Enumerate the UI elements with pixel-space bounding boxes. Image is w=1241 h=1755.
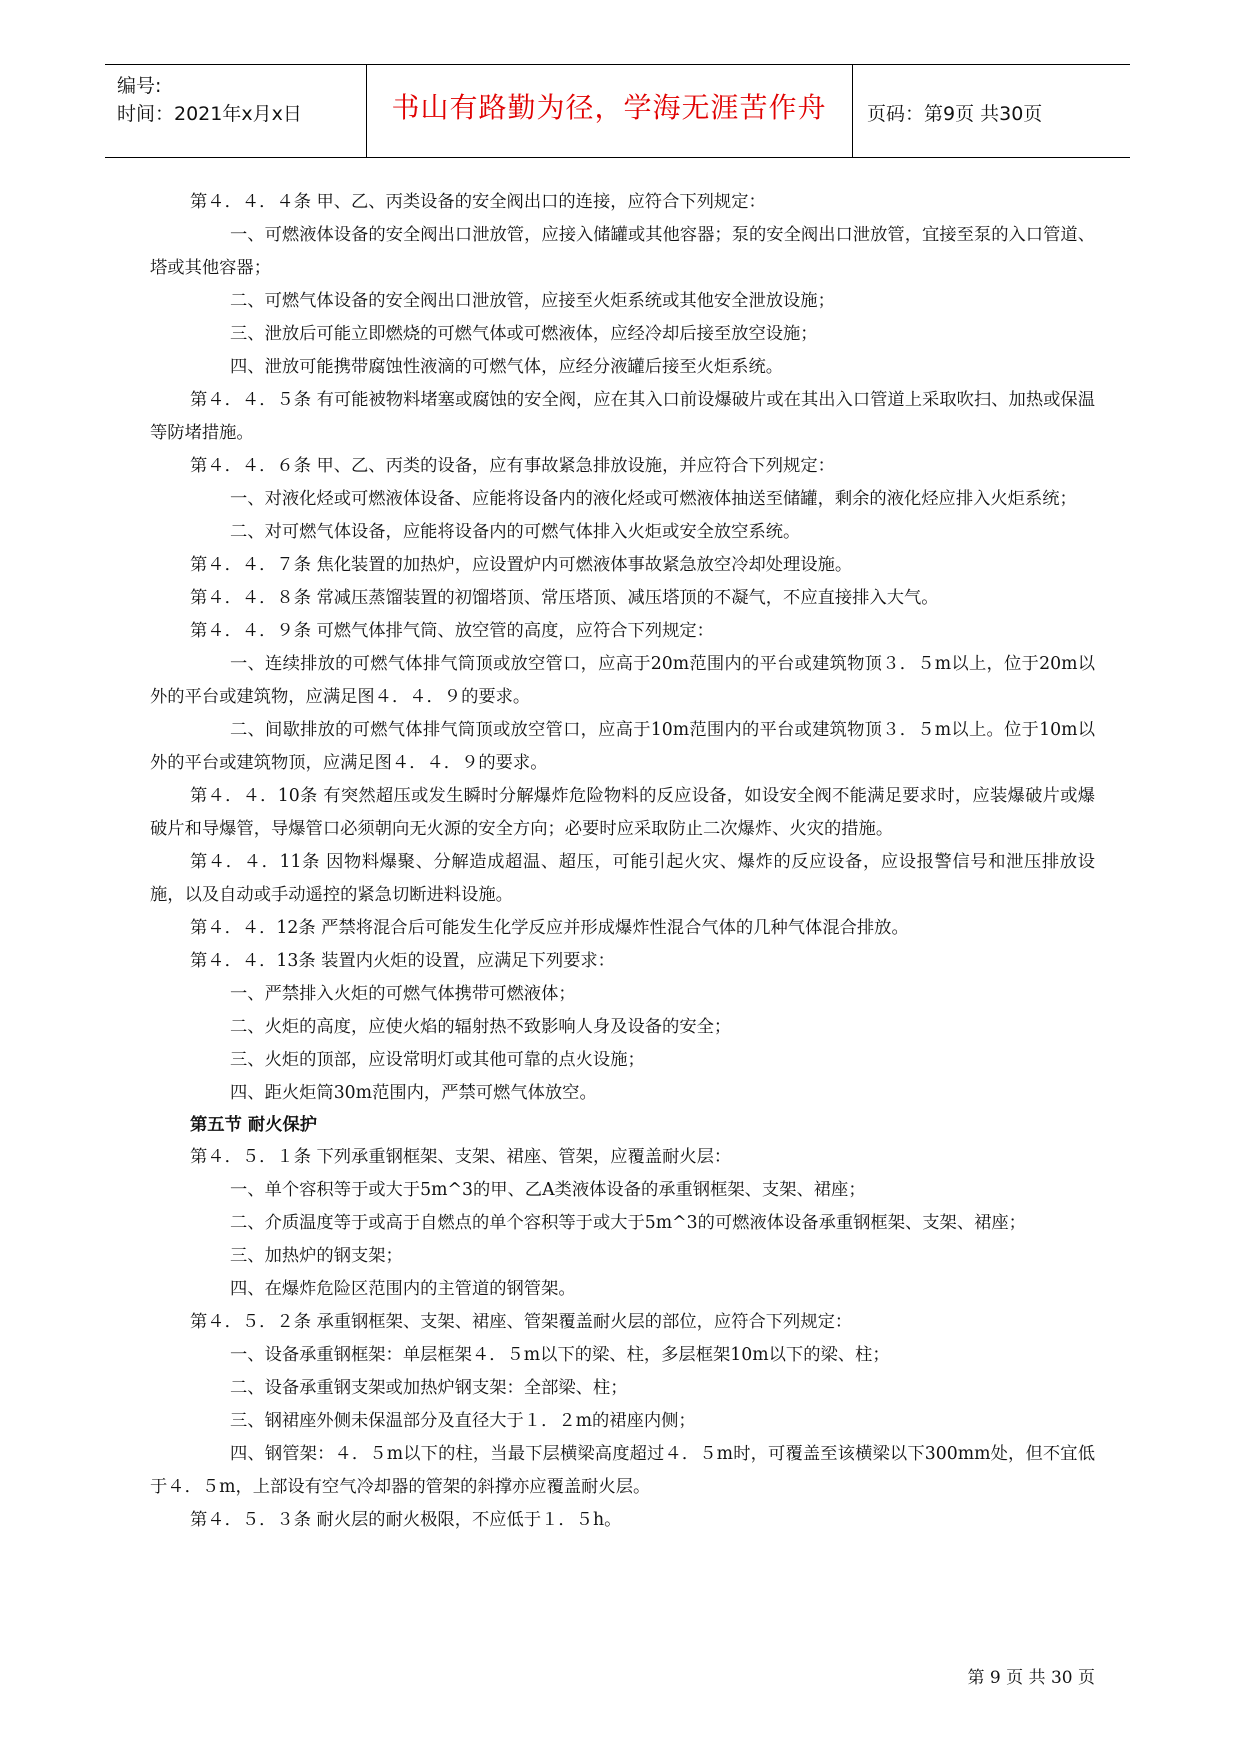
header-motto: 书山有路勤为径，学海无涯苦作舟: [391, 91, 827, 124]
article-paragraph: 第４．４．13条 装置内火炬的设置，应满足下列要求：: [190, 951, 615, 971]
page-footer: 第 9 页 共 30 页: [967, 1668, 1095, 1688]
clause-paragraph: 二、介质温度等于或高于自燃点的单个容积等于或大于5m^3的可燃液体设备承重钢框架、支架、裙座；: [230, 1213, 1026, 1233]
article-paragraph: 第４．４．８条 常减压蒸馏装置的初馏塔顶、常压塔顶、减压塔顶的不凝气，不应直接排入大气。: [190, 588, 939, 608]
clause-paragraph: 二、火炬的高度，应使火焰的辐射热不致影响人身及设备的安全；: [230, 1017, 732, 1037]
header-divider-right: [852, 64, 853, 158]
clause-paragraph: 四、在爆炸危险区范围内的主管道的钢管架。: [230, 1279, 576, 1299]
clause-paragraph: 四、距火炬筒30m范围内，严禁可燃气体放空。: [230, 1083, 597, 1103]
article-paragraph: 第４．４．５条 有可能被物料堵塞或腐蚀的安全阀，应在其入口前设爆破片或在其出入口管道上采取吹扫、加热或保温等防堵措施。: [150, 390, 1095, 443]
clause-paragraph: 三、加热炉的钢支架；: [230, 1246, 403, 1266]
article-paragraph: 第４．５．３条 耐火层的耐火极限，不应低于１．５h。: [190, 1510, 622, 1530]
clause-paragraph: 三、火炬的顶部，应设常明灯或其他可靠的点火设施；: [230, 1050, 645, 1070]
clause-paragraph: 一、连续排放的可燃气体排气筒顶或放空管口，应高于20m范围内的平台或建筑物顶３．５m以上，位于20m以外的平台或建筑物，应满足图４．４．９的要求。: [150, 654, 1095, 707]
article-paragraph: 第４．４．４条 甲、乙、丙类设备的安全阀出口的连接，应符合下列规定：: [190, 192, 766, 212]
clause-paragraph: 二、设备承重钢支架或加热炉钢支架：全部梁、柱；: [230, 1378, 628, 1398]
article-paragraph: 第４．５．２条 承重钢框架、支架、裙座、管架覆盖耐火层的部位，应符合下列规定：: [190, 1312, 853, 1332]
document-body: [150, 186, 1095, 1537]
clause-paragraph: 二、间歇排放的可燃气体排气筒顶或放空管口，应高于10m范围内的平台或建筑物顶３．５m以上。位于10m以外的平台或建筑物顶，应满足图４．４．９的要求。: [150, 720, 1095, 773]
document-time-label: 时间：2021年x月x日: [117, 103, 302, 125]
header-page-label: 页码：第9页 共30页: [867, 103, 1043, 125]
article-paragraph: 第４．４．９条 可燃气体排气筒、放空管的高度，应符合下列规定：: [190, 621, 714, 641]
clause-paragraph: 二、可燃气体设备的安全阀出口泄放管，应接至火炬系统或其他安全泄放设施；: [230, 291, 835, 311]
clause-paragraph: 三、泄放后可能立即燃烧的可燃气体或可燃液体，应经冷却后接至放空设施；: [230, 324, 818, 344]
article-paragraph: 第４．４．11条 因物料爆聚、分解造成超温、超压，可能引起火灾、爆炸的反应设备，应设报警信号和泄压排放设施，以及自动或手动遥控的紧急切断进料设施。: [150, 852, 1095, 905]
page-header: [105, 64, 1130, 158]
clause-paragraph: 四、泄放可能携带腐蚀性液滴的可燃气体，应经分液罐后接至火炬系统。: [230, 357, 784, 377]
section-heading: 第五节 耐火保护: [190, 1115, 317, 1135]
article-paragraph: 第４．４．12条 严禁将混合后可能发生化学反应并形成爆炸性混合气体的几种气体混合排放。: [190, 918, 909, 938]
document-number-label: 编号:: [117, 75, 162, 97]
clause-paragraph: 四、钢管架：４．５m以下的柱，当最下层横梁高度超过４．５m时，可覆盖至该横梁以下300mm处，但不宜低于４．５m，上部设有空气冷却器的管架的斜撑亦应覆盖耐火层。: [150, 1444, 1095, 1497]
clause-paragraph: 一、单个容积等于或大于5m^3的甲、乙A类液体设备的承重钢框架、支架、裙座；: [230, 1180, 866, 1200]
clause-paragraph: 一、对液化烃或可燃液体设备、应能将设备内的液化烃或可燃液体抽送至储罐，剩余的液化烃应排入火炬系统；: [230, 489, 1077, 509]
clause-paragraph: 一、严禁排入火炬的可燃气体携带可燃液体；: [230, 984, 576, 1004]
header-meta: [117, 72, 302, 128]
clause-paragraph: 一、可燃液体设备的安全阀出口泄放管，应接入储罐或其他容器；泵的安全阀出口泄放管，宜接至泵的入口管道、塔或其他容器；: [150, 225, 1095, 278]
clause-paragraph: 一、设备承重钢框架：单层框架４．５m以下的梁、柱，多层框架10m以下的梁、柱；: [230, 1345, 890, 1365]
article-paragraph: 第４．４．10条 有突然超压或发生瞬时分解爆炸危险物料的反应设备，如设安全阀不能满足要求时，应装爆破片或爆破片和导爆管，导爆管口必须朝向无火源的安全方向；必要时应采取防止二次爆炸、火灾的措施。: [150, 786, 1095, 839]
article-paragraph: 第４．５．１条 下列承重钢框架、支架、裙座、管架，应覆盖耐火层：: [190, 1147, 732, 1167]
article-paragraph: 第４．４．７条 焦化装置的加热炉，应设置炉内可燃液体事故紧急放空冷却处理设施。: [190, 555, 853, 575]
header-bottom-rule: [105, 157, 1130, 158]
header-top-rule: [105, 64, 1130, 65]
clause-paragraph: 二、对可燃气体设备，应能将设备内的可燃气体排入火炬或安全放空系统。: [230, 522, 801, 542]
clause-paragraph: 三、钢裙座外侧未保温部分及直径大于１．２m的裙座内侧；: [230, 1411, 696, 1431]
article-paragraph: 第４．４．６条 甲、乙、丙类的设备，应有事故紧急排放设施，并应符合下列规定：: [190, 456, 835, 476]
